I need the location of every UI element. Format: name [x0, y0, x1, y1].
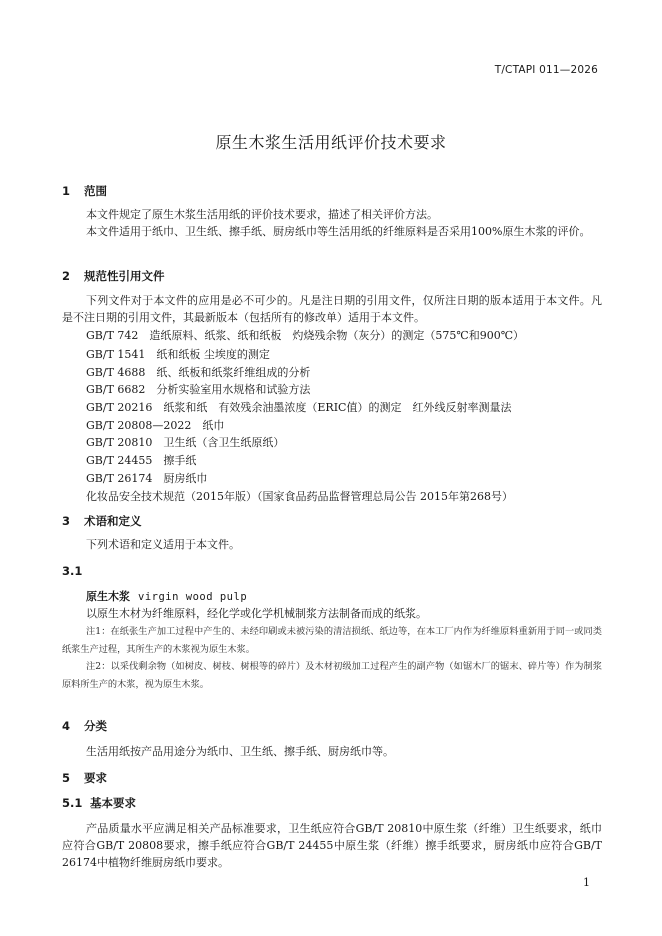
reference-item: GB/T 20216 纸浆和纸 有效残余油墨浓度（ERIC值）的测定 红外线反射率测量法	[86, 401, 512, 414]
term-chinese: 原生木浆	[86, 590, 130, 603]
section-2-heading	[62, 268, 165, 284]
section-number: 5	[62, 771, 71, 785]
subsection-number: 5.1	[62, 796, 83, 810]
section-title: 分类	[84, 719, 107, 733]
section-number: 2	[62, 269, 71, 283]
section-number: 3	[62, 514, 71, 528]
section-3-heading	[62, 513, 142, 529]
section-5-1-paragraph: 产品质量水平应满足相关产品标准要求，卫生纸应符合GB/T 20810中原生浆（纤维）卫生纸要求，纸巾应符合GB/T 20808要求，擦手纸应符合GB/T 24455中原生浆（纤维）擦手纸要求，厨房纸巾应符合GB/T 26174中植物纤维厨房纸巾要求。	[62, 822, 602, 869]
section-4-heading	[62, 718, 107, 734]
subsection-5-1-heading	[62, 795, 136, 811]
reference-item: 化妆品安全技术规范（2015年版）（国家食品药品监督管理总局公告 2015年第268号）	[86, 490, 513, 503]
reference-item: GB/T 20808—2022 纸巾	[86, 419, 225, 432]
note-2: 注2：以采伐剩余物（如树皮、树枝、树根等的碎片）及木材初级加工过程产生的副产物（如锯木厂的锯末、碎片等）作为制浆原料所生产的木浆，视为原生木浆。	[62, 661, 602, 690]
page-number: 1	[583, 876, 590, 889]
document-title: 原生木浆生活用纸评价技术要求	[215, 133, 447, 152]
reference-item: GB/T 742 造纸原料、纸浆、纸和纸板 灼烧残余物（灰分）的测定（575℃和900℃）	[86, 329, 525, 342]
reference-item: GB/T 20810 卫生纸（含卫生纸原纸）	[86, 436, 285, 449]
document-code: T/CTAPI 011—2026	[494, 64, 598, 76]
section-title: 术语和定义	[84, 514, 142, 528]
section-3-intro: 下列术语和定义适用于本文件。	[86, 538, 240, 551]
subsection-title: 基本要求	[90, 796, 136, 810]
section-number: 4	[62, 719, 71, 733]
section-1-heading	[62, 183, 107, 199]
reference-item: GB/T 1541 纸和纸板 尘埃度的测定	[86, 348, 270, 361]
section-title: 范围	[84, 184, 107, 198]
reference-item: GB/T 26174 厨房纸巾	[86, 472, 208, 485]
reference-item: GB/T 6682 分析实验室用水规格和试验方法	[86, 383, 311, 396]
term-definition: 以原生木材为纤维原料，经化学或化学机械制浆方法制备而成的纸浆。	[86, 607, 427, 620]
subsection-3-1-number: 3.1	[62, 564, 83, 578]
section-5-heading	[62, 770, 107, 786]
section-1-paragraph-2: 本文件适用于纸巾、卫生纸、擦手纸、厨房纸巾等生活用纸的纤维原料是否采用100%原生木浆的评价。	[86, 225, 591, 238]
term-entry	[86, 588, 247, 604]
section-title: 要求	[84, 771, 107, 785]
section-number: 1	[62, 184, 71, 198]
reference-item: GB/T 24455 擦手纸	[86, 454, 197, 467]
section-2-intro: 下列文件对于本文件的应用是必不可少的。凡是注日期的引用文件，仅所注日期的版本适用于本文件。凡是不注日期的引用文件，其最新版本（包括所有的修改单）适用于本文件。	[62, 294, 602, 324]
section-1-paragraph-1: 本文件规定了原生木浆生活用纸的评价技术要求，描述了相关评价方法。	[86, 208, 438, 221]
reference-item: GB/T 4688 纸、纸板和纸浆纤维组成的分析	[86, 366, 311, 379]
term-english: virgin wood pulp	[138, 591, 248, 603]
section-4-paragraph: 生活用纸按产品用途分为纸巾、卫生纸、擦手纸、厨房纸巾等。	[86, 745, 394, 758]
section-title: 规范性引用文件	[84, 269, 165, 283]
note-1: 注1：在纸张生产加工过程中产生的、未经印刷或未被污染的清洁损纸、纸边等，在本工厂内作为纤维原料重新用于同一或同类纸浆生产过程，其所生产的木浆视为原生木浆。	[62, 626, 602, 655]
